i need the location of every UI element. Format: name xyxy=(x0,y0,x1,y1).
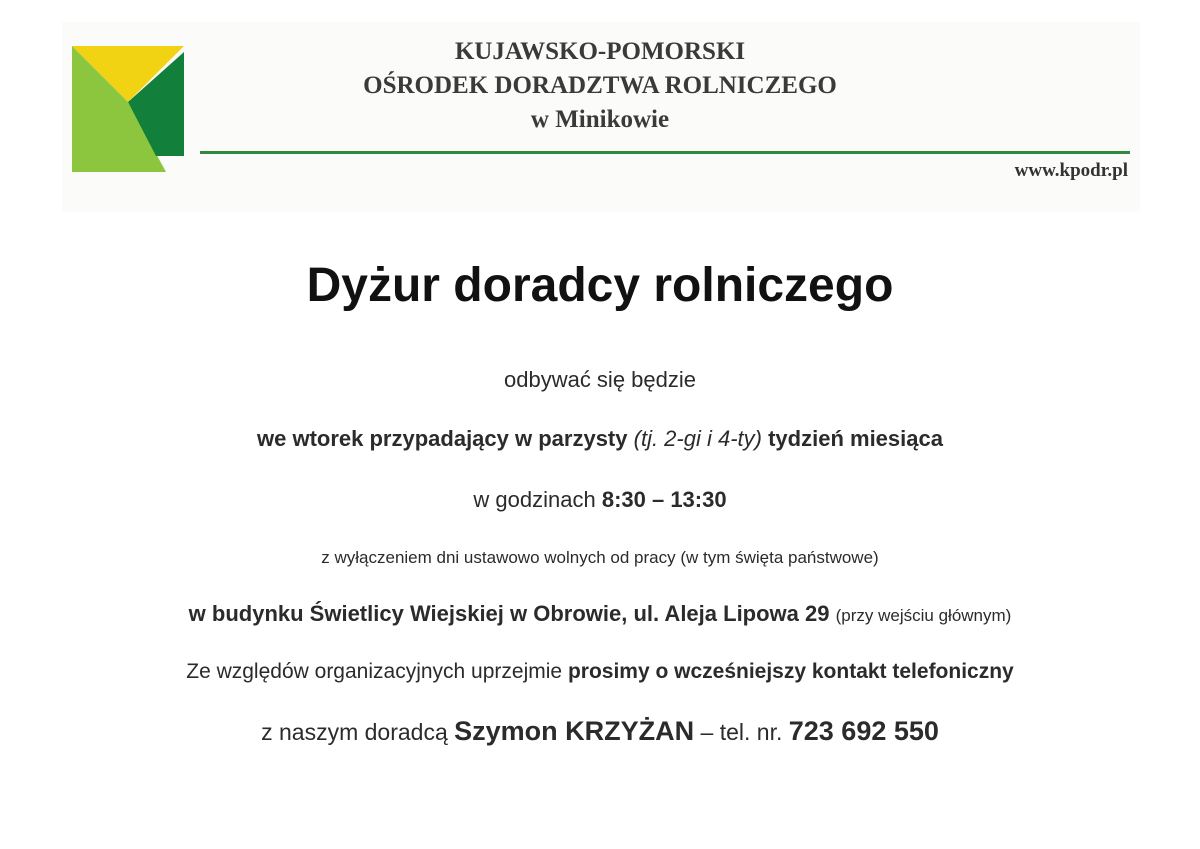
contact-request-text: Ze względów organizacyjnych uprzejmie xyxy=(186,660,563,683)
kpodr-logo xyxy=(72,46,184,172)
schedule-week: tydzień miesiąca xyxy=(768,426,943,451)
hours-label: w godzinach xyxy=(473,487,596,512)
org-name-line-2: OŚRODEK DORADZTWA ROLNICZEGO xyxy=(363,72,837,99)
website-link[interactable]: www.kpodr.pl xyxy=(1014,160,1128,181)
schedule-day-bold: we wtorek przypadający w parzysty xyxy=(257,426,628,451)
schedule-day-line xyxy=(0,426,1200,452)
hours-value: 8:30 – 13:30 xyxy=(601,487,727,512)
schedule-day-note: (tj. 2-gi i 4-ty) xyxy=(633,426,762,451)
header-divider xyxy=(200,151,1130,154)
page-title: Dyżur doradcy rolniczego xyxy=(306,259,894,312)
advisor-line xyxy=(0,716,1200,747)
org-name-line-1: KUJAWSKO-POMORSKI xyxy=(454,38,746,65)
exclusion-line xyxy=(0,548,1200,568)
location-address: w budynku Świetlicy Wiejskiej w Obrowie, ul. Aleja Lipowa 29 xyxy=(188,601,830,626)
advisor-intro: z naszym doradcą xyxy=(261,719,448,745)
advisor-name: Szymon KRZYŻAN xyxy=(454,716,695,746)
exclusion-text: z wyłączeniem dni ustawowo wolnych od pracy (w tym święta państwowe) xyxy=(321,548,879,567)
intro-text: odbywać się będzie xyxy=(503,367,696,392)
location-line xyxy=(0,601,1200,627)
contact-request-line xyxy=(0,660,1200,684)
hours-line xyxy=(0,487,1200,513)
phone-number[interactable]: 723 692 550 xyxy=(788,716,939,746)
contact-request-bold: prosimy o wcześniejszy kontakt telefoniczny xyxy=(567,660,1014,683)
org-name-line-3: w Minikowie xyxy=(530,106,670,133)
location-entrance-note: (przy wejściu głównym) xyxy=(835,606,1012,625)
intro-line xyxy=(0,367,1200,393)
phone-label: – tel. nr. xyxy=(700,719,783,745)
